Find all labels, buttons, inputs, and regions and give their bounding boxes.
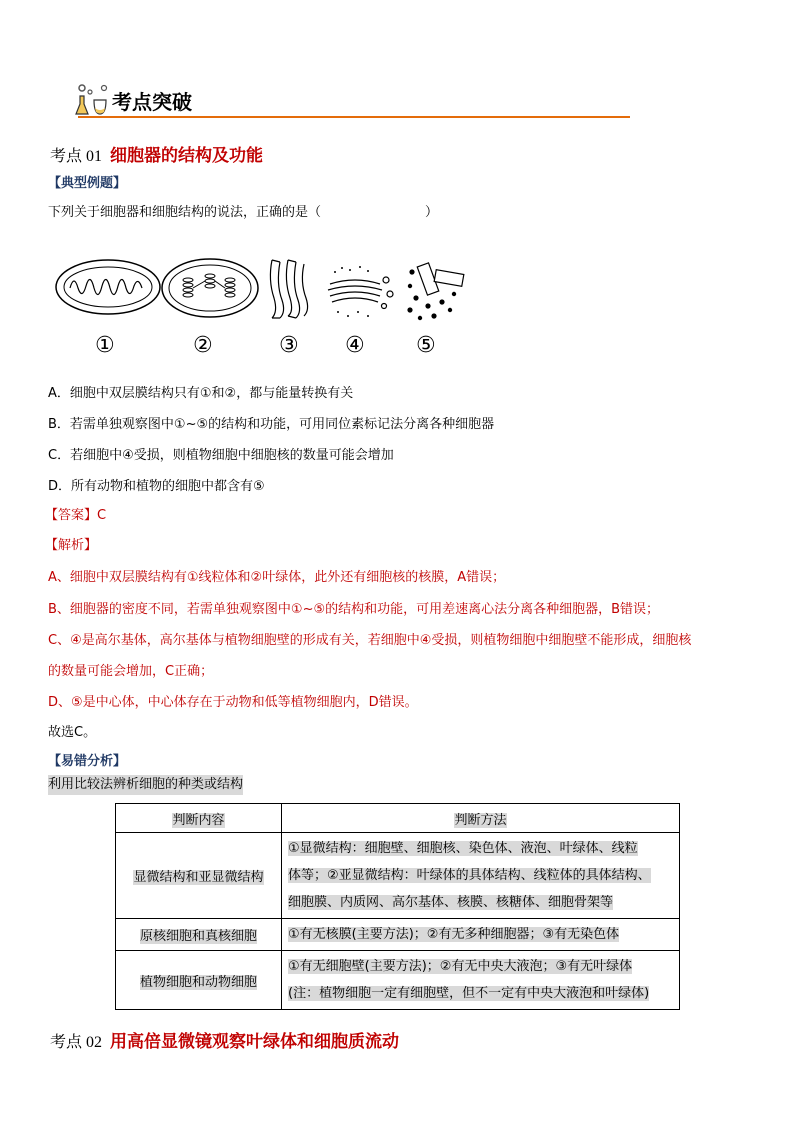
example-tag: 【典型例题】 [48,176,127,191]
question-text: 下列关于细胞器和细胞结构的说法，正确的是（ ） [48,205,439,220]
endoplasmic-reticulum-drawing [270,260,307,318]
header-title: 考点突破 [112,90,192,114]
analysis-line: C、④是高尔基体，高尔基体与植物细胞壁的形成有关，若细胞中④受损，则植物细胞中细胞壁不能形成，细胞核 [48,633,692,648]
table-cell-item: 植物细胞和动物细胞 [116,951,282,1010]
organelle-figure [50,250,470,360]
compare-intro: 利用比较法辨析细胞的种类或结构 [48,775,243,795]
error-analysis-tag: 【易错分析】 [48,754,127,769]
table-cell-item: 显微结构和亚显微结构 [116,833,282,919]
table-header-cell: 判断方法 [282,804,680,833]
figure-label: ④ [345,333,365,358]
table-cell-method: ①显微结构：细胞壁、细胞核、染色体、液泡、叶绿体、线粒 体等；②亚显微结构：叶绿体的具体结构、线粒体的具体结构、 细胞膜、内质网、高尔基体、核膜、核糖体、细胞骨架等 [282,833,680,919]
option-a: A．细胞中双层膜结构只有①和②，都与能量转换有关 [48,386,354,401]
answer-label: 【答案】 [45,508,98,523]
section-name: 细胞器的结构及功能 [110,146,264,166]
section-heading-1 [50,141,263,166]
comparison-table [115,803,680,1010]
golgi-apparatus-drawing [328,266,393,317]
analysis-line: A、细胞中双层膜结构有①线粒体和②叶绿体，此外还有细胞核的核膜，A错误； [48,570,506,585]
figure-label: ⑤ [416,333,436,358]
conclusion: 故选C。 [48,725,97,740]
table-header-row [116,804,680,833]
table-row [116,951,680,1010]
table-row [116,919,680,951]
table-cell-method: ①有无细胞壁(主要方法)；②有无中央大液泡；③有无叶绿体 (注：植物细胞一定有细胞壁，但不一定有中央大液泡和叶绿体) [282,951,680,1010]
table-cell-item: 原核细胞和真核细胞 [116,919,282,951]
flask-logo-icon [74,82,114,118]
analysis-line: B、细胞器的密度不同，若需单独观察图中①~⑤的结构和功能，可用差速离心法分离各种细胞器，B错误； [48,602,660,617]
section-number: 考点 01 [50,148,103,165]
figure-label: ② [193,333,213,358]
analysis-line: D、⑤是中心体，中心体存在于动物和低等植物细胞内，D错误。 [48,695,418,710]
option-c: C．若细胞中④受损，则植物细胞中细胞核的数量可能会增加 [48,448,394,463]
option-b: B．若需单独观察图中①~⑤的结构和功能，可用同位素标记法分离各种细胞器 [48,417,495,432]
figure-label: ① [95,333,115,358]
answer-value: C [97,508,107,523]
figure-label: ③ [279,333,299,358]
section-heading-2 [50,1027,399,1052]
analysis-label: 【解析】 [45,538,98,553]
table-row [116,833,680,919]
mitochondrion-drawing [56,260,160,314]
chloroplast-drawing [162,259,258,317]
analysis-line: 的数量可能会增加，C正确； [48,664,214,679]
answer-line [45,506,106,526]
table-header-cell: 判断内容 [116,804,282,833]
centrosome-drawing [408,263,464,320]
option-d: D．所有动物和植物的细胞中都含有⑤ [48,479,265,494]
section-number: 考点 02 [50,1034,103,1051]
table-cell-method: ①有无核膜(主要方法)；②有无多种细胞器；③有无染色体 [282,919,680,951]
section-name: 用高倍显微镜观察叶绿体和细胞质流动 [110,1032,400,1052]
header-divider [78,116,630,118]
